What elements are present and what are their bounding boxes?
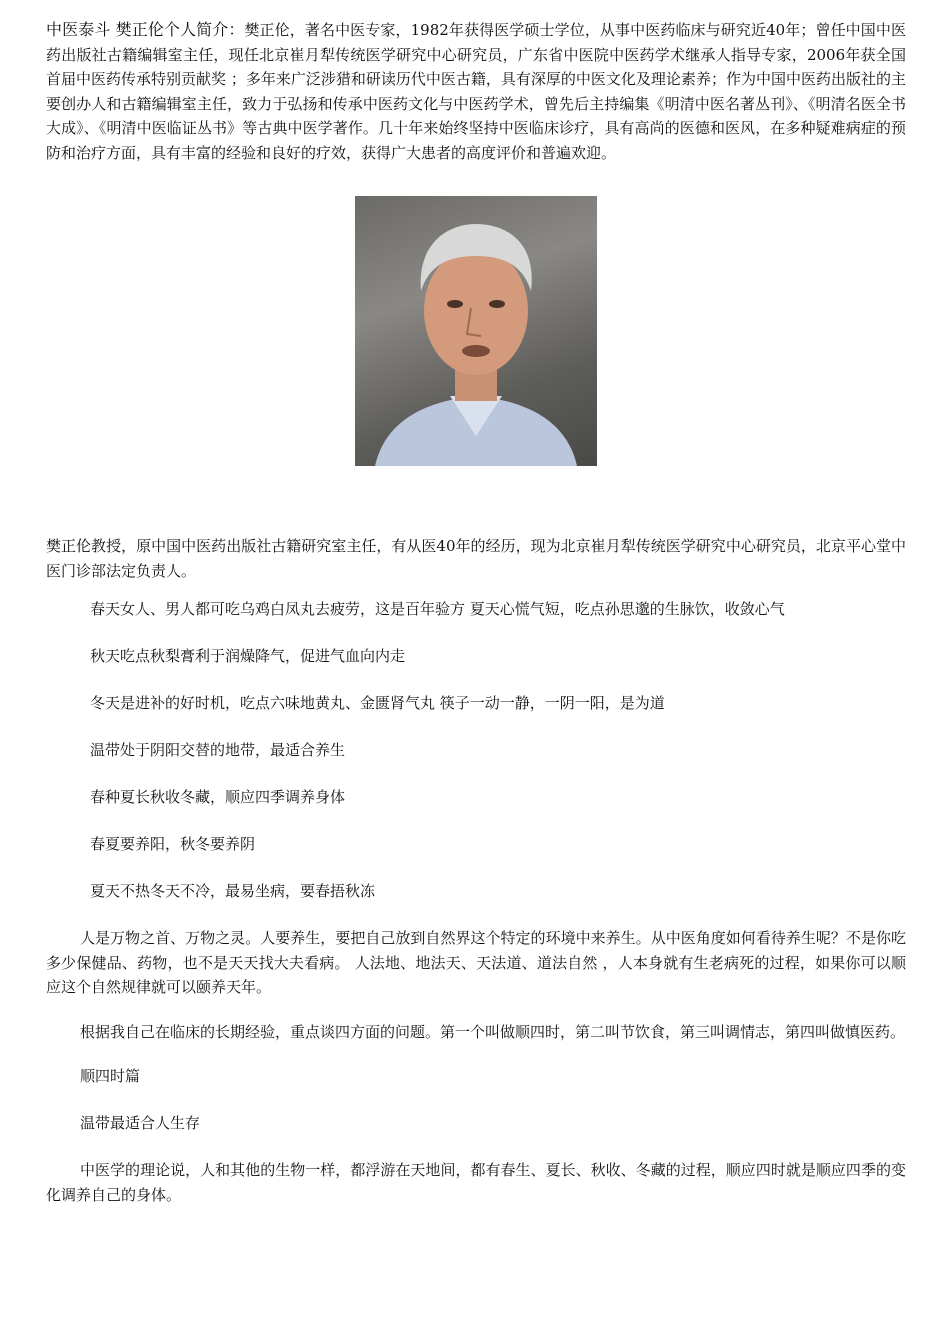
key-point: 冬天是进补的好时机，吃点六味地黄丸、金匮肾气丸 筷子一动一静，一阴一阳，是为道 [90,694,665,712]
key-point: 秋天吃点秋梨膏利于润燥降气，促进气血向内走 [90,647,406,665]
key-point: 春种夏长秋收冬藏，顺应四季调养身体 [90,788,346,806]
portrait-container [46,196,906,466]
key-point: 温带处于阴阳交替的地带，最适合养生 [90,741,346,759]
portrait-illustration [355,196,597,466]
key-point: 夏天不热冬天不冷，最易坐病，要春捂秋冻 [90,882,376,900]
key-point: 春天女人、男人都可吃乌鸡白凤丸去疲劳，这是百年验方 夏天心慌气短，吃点孙思邈的生脉饮，收敛心气 [90,600,785,618]
intro-heading: 中医泰斗 樊正伦个人简介： [46,20,245,39]
key-point: 春夏要养阳，秋冬要养阴 [90,835,256,853]
body-paragraph: 根据我自己在临床的长期经验，重点谈四方面的问题。第一个叫做顺四时，第二叫节饮食，第三叫调情志，第四叫做慎医药。 [80,1022,906,1041]
bio-paragraph: 樊正伦教授，原中国中医药出版社古籍研究室主任，有从医40年的经历，现为北京崔月犁传统医学研究中心研究员，北京平心堂中医门诊部法定负责人。 [46,537,906,580]
intro-paragraph [46,18,906,165]
key-points [46,597,906,903]
document-page [46,18,906,1227]
body-paragraph: 人是万物之首、万物之灵。人要养生，要把自己放到自然界这个特定的环境中来养生。从中医角度如何看待养生呢？不是你吃多少保健品、药物，也不是天天找大夫看病。 人法地、地法天、天法道、道法自然 ，人本身就有生老病死的过程，如果你可以顺应这个自然规律就可以颐养天年。 [46,929,906,996]
portrait-photo [355,196,597,466]
section-subtitle: 温带最适合人生存 [80,1114,201,1132]
intro-text: 樊正伦，著名中医专家，1982年获得医学硕士学位，从事中医药临床与研究近40年；曾任中国中医药出版社古籍编辑室主任，现任北京崔月犁传统医学研究中心研究员，广东省中医院中医药学术继承人指导专家，2006年获全国 首届中医药传承特别贡献奖 ；多年来广泛涉猎和研读历代中医古籍，具有深厚的中医文化及理论素养；作为中国中医药出版社的主要创办人和古籍编辑室主任，致力于弘扬和传承中医药文化与中医药学术，曾先后主持编集《明清中医名著丛刊》、《明清名医全书大成》、《明清中医临证丛书》等古典中医学著作。几十年来始终坚持中医临床诊疗，具有高尚的医德和医风，在多种疑难病症的预防和治疗方面，具有丰富的经验和良好的疗效，获得广大患者的高度评价和普遍欢迎。 [46,21,907,162]
closing-paragraph: 中医学的理论说，人和其他的生物一样，都浮游在天地间，都有春生、夏长、秋收、冬藏的过程，顺应四时就是顺应四季的变化调养自己的身体。 [46,1161,906,1204]
section-title: 顺四时篇 [80,1067,141,1085]
